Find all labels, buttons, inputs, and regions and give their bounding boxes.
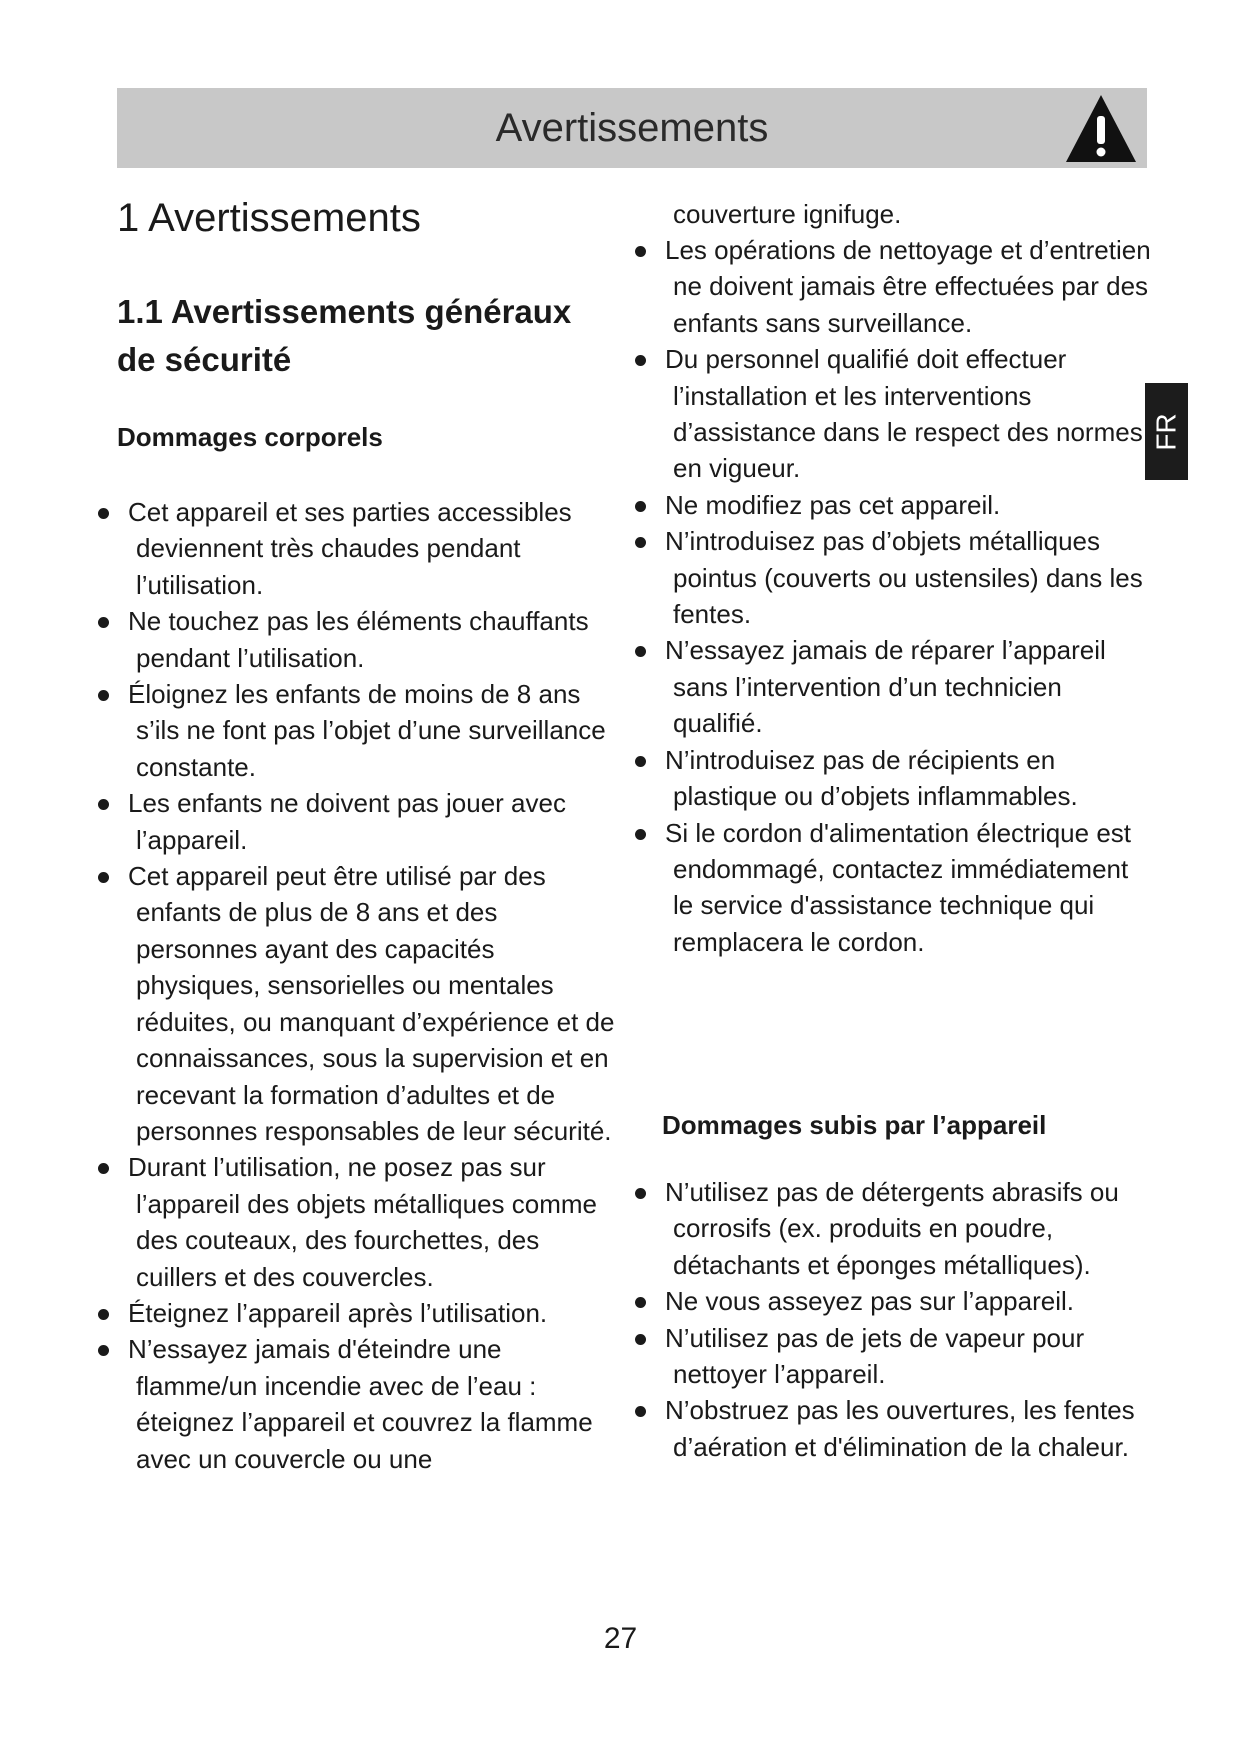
list-item-text: Durant l’utilisation, ne posez pas sur l’appareil des objets métalliques comme des couteaux, des fourchettes, des cuillers et des couvercles. — [128, 1152, 598, 1292]
list-item — [95, 676, 615, 785]
list-item — [632, 1320, 1152, 1393]
appliance-damage-list — [632, 1174, 1152, 1465]
list-item — [632, 341, 1152, 487]
list-item — [632, 1283, 1152, 1319]
list-item — [95, 785, 615, 858]
page-number: 27 — [603, 1622, 638, 1655]
list-item-text: Les opérations de nettoyage et d’entretien ne doivent jamais être effectuées par des enfants sans surveillance. — [665, 235, 1151, 338]
list-item — [95, 494, 615, 603]
list-item-text: Du personnel qualifié doit effectuer l’installation et les interventions d’assistance dans le respect des normes en vigueur. — [665, 344, 1143, 484]
subsection-title-appliance-damage: Dommages subis par l’appareil — [662, 1110, 1047, 1140]
list-item-text: N’obstruez pas les ouvertures, les fentes d’aération et d'élimination de la chaleur. — [665, 1395, 1135, 1462]
list-item-text: Cet appareil peut être utilisé par des enfants de plus de 8 ans et des personnes ayant des capacités physiques, sensorielles ou mentales réduites, ou manquant d’expérience et de connaissances, sous la supervision et en recevant la formation d’adultes et de personnes responsables de leur sécurité. — [128, 861, 615, 1146]
list-item-text: Ne modifiez pas cet appareil. — [665, 489, 1001, 520]
section-title: 1.1 Avertissements généraux de sécurité — [117, 293, 572, 378]
list-item — [632, 632, 1152, 741]
list-item-text: N’introduisez pas d’objets métalliques pointus (couverts ou ustensiles) dans les fentes. — [665, 526, 1143, 630]
chapter-title: 1 Avertissements — [117, 196, 421, 240]
list-item — [632, 523, 1152, 632]
list-item — [632, 815, 1152, 961]
list-item-text: Éteignez l’appareil après l’utilisation. — [128, 1297, 548, 1328]
list-item-text: Ne vous asseyez pas sur l’appareil. — [665, 1286, 1074, 1317]
list-item — [632, 742, 1152, 815]
list-item — [632, 487, 1152, 523]
list-item-text: N’utilisez pas de détergents abrasifs ou corrosifs (ex. produits en poudre, détachants et éponges métalliques). — [665, 1177, 1119, 1280]
list-item-text: Les enfants ne doivent pas jouer avec l’appareil. — [128, 788, 566, 855]
header-title: Avertissements — [495, 106, 769, 150]
list-item — [95, 1149, 615, 1295]
list-item-text: Cet appareil et ses parties accessibles deviennent très chaudes pendant l’utilisation. — [128, 497, 572, 600]
list-item — [632, 232, 1152, 341]
personal-injury-list — [95, 494, 615, 1477]
continued-text: couverture ignifuge. — [673, 199, 902, 229]
list-item — [95, 1331, 615, 1477]
list-item-text: Ne touchez pas les éléments chauffants pendant l’utilisation. — [128, 606, 589, 673]
list-item — [95, 603, 615, 676]
list-item — [632, 1392, 1152, 1465]
list-item-text: Si le cordon d'alimentation électrique est endommagé, contactez immédiatement le service d'assistance technique qui remplacera le cordon. — [665, 817, 1132, 957]
list-item-text: N’essayez jamais de réparer l’appareil sans l’intervention d’un technicien qualifié. — [665, 635, 1106, 739]
list-item — [95, 858, 615, 1149]
warning-triangle-icon — [1064, 92, 1138, 164]
list-item-text: Éloignez les enfants de moins de 8 ans s’ils ne font pas l’objet d’une surveillance constante. — [128, 679, 606, 782]
personal-injury-list-continued — [632, 232, 1152, 960]
header-band — [117, 88, 1147, 168]
list-item-text: N’introduisez pas de récipients en plastique ou d’objets inflammables. — [665, 744, 1078, 812]
subsection-title-personal-injury: Dommages corporels — [117, 422, 383, 452]
list-item — [95, 1295, 615, 1331]
list-item — [632, 1174, 1152, 1283]
list-item-text: N’essayez jamais d'éteindre une flamme/un incendie avec de l’eau : éteignez l’appareil et couvrez la flamme avec un couvercle ou une — [128, 1334, 593, 1474]
list-item-text: N’utilisez pas de jets de vapeur pour nettoyer l’appareil. — [665, 1322, 1085, 1390]
language-tab-label: FR — [1150, 412, 1182, 451]
